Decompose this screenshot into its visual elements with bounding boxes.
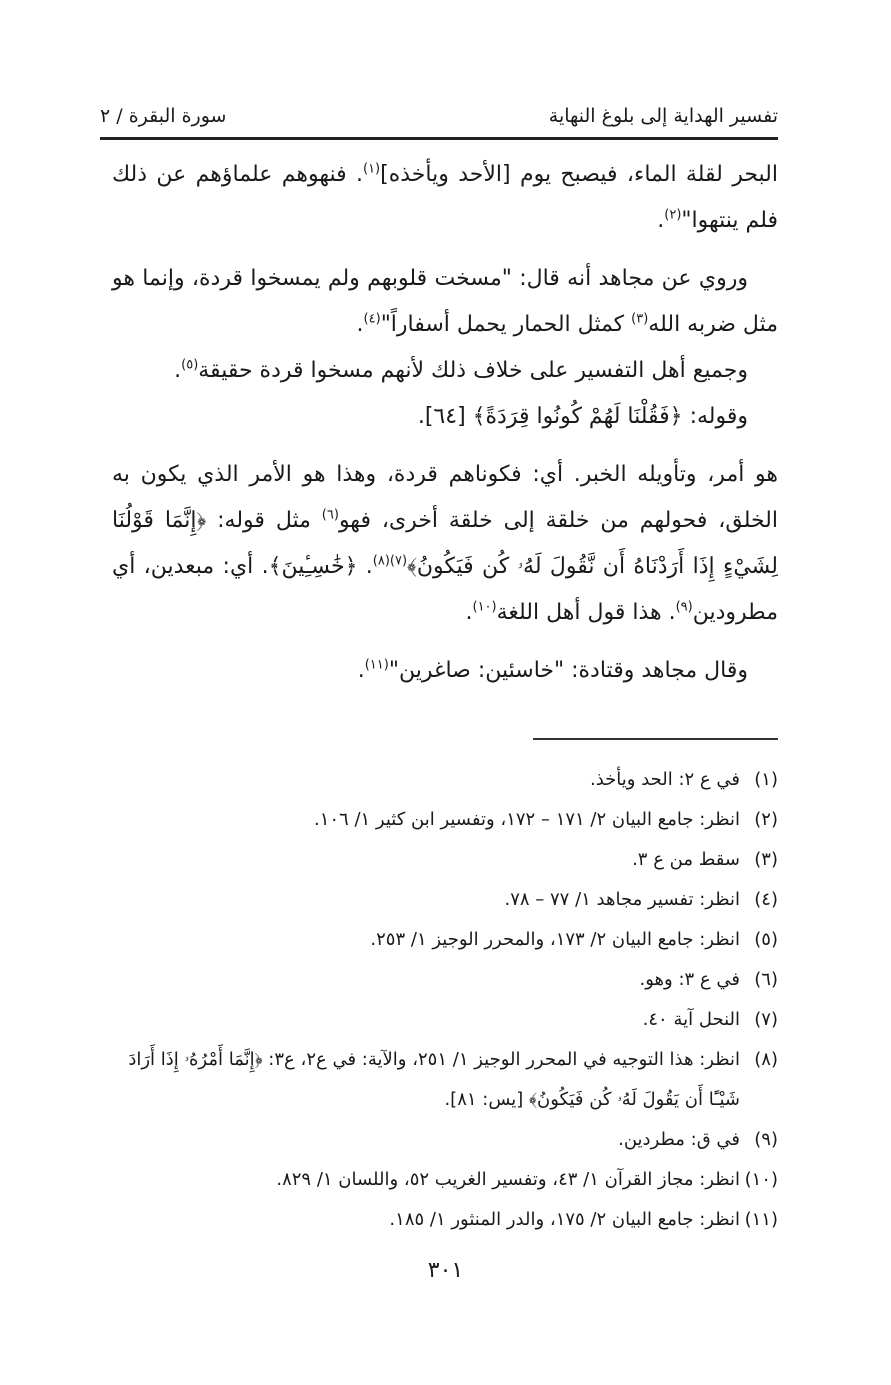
footnote-number: (٥): [754, 929, 778, 950]
paragraph-3-text: وجميع أهل التفسير على خلاف ذلك لأنهم مسخوا قردة حقيقة: [198, 358, 748, 383]
paragraph-5-text: هو أمر، وتأويله الخبر. أي: فكوناهم قردة، وهذا هو الأمر الذي يكون به الخلق، فحولهم من خلقة إلى خلقة أخرى، فهو: [112, 462, 779, 533]
footnotes-list: [108, 760, 778, 1240]
paragraph-4-lead: وقوله:: [682, 404, 748, 429]
footnote-number: (٦): [754, 969, 778, 990]
header-divider: [100, 137, 778, 140]
footnote-text: النحل آية ٤٠.: [642, 1009, 740, 1030]
paragraph-1: [112, 152, 778, 244]
footnote-item: [108, 1040, 778, 1120]
paragraph-1-text-c: .: [657, 208, 665, 233]
footnote-ref-3: (٣): [631, 311, 649, 327]
footnote-item: [108, 1120, 778, 1160]
footnote-text: في ق: مطردين.: [618, 1129, 740, 1150]
footnote-ref-11: (١١): [364, 657, 389, 673]
footnote-item: [108, 1160, 778, 1200]
page-number: ٣٠١: [427, 1258, 464, 1283]
quran-verse-2: ﴿إِنَّمَا قَوْلُنَا لِشَيْءٍ إِذَا أَرَدْنَاهُ أَن نَّقُولَ لَهُۥ كُن فَيَكُونُ﴾: [112, 508, 778, 579]
footnote-number: (٣): [754, 849, 778, 870]
paragraph-6: [112, 648, 778, 694]
quran-verse-1: ﴿فَقُلْنَا لَهُمْ كُونُوا قِرَدَةً﴾: [472, 404, 683, 429]
paragraph-5-text-b: مثل قوله:: [206, 508, 322, 533]
footnote-ref-10: (١٠): [472, 599, 497, 615]
footnote-ref-1: (١): [362, 161, 381, 177]
surah-label: سورة البقرة / ٢: [100, 105, 227, 127]
paragraph-1-text-b: . فنهوهم علماؤهم عن ذلك فلم ينتهوا": [112, 162, 778, 233]
footnote-number: (٢): [754, 809, 778, 830]
footnote-ref-6: (٦): [321, 507, 339, 523]
footnote-text: في ع ٣: وهو.: [639, 969, 740, 990]
footnote-divider: [533, 738, 778, 740]
footnote-item: [108, 760, 778, 800]
book-title: تفسير الهداية إلى بلوغ النهاية: [548, 105, 778, 127]
footnote-item: [108, 840, 778, 880]
paragraph-6-text: وقال مجاهد وقتادة: "خاسئين: صاغرين": [388, 658, 748, 683]
footnote-item: [108, 800, 778, 840]
footnote-ref-9: (٩): [675, 599, 693, 615]
paragraph-5-text-d: . أي: مبعدين، أي مطرودين: [112, 554, 778, 625]
paragraph-2: [112, 256, 778, 348]
paragraph-6-text-b: .: [357, 658, 365, 683]
paragraph-2-text-b: كمثل الحمار يحمل أسفاراً": [380, 312, 632, 337]
paragraph-4: [112, 394, 778, 440]
footnote-text: انظر: هذا التوجيه في المحرر الوجيز ١/ ٢٥١، والآية: في ع٢، ع٣: ﴿إِنَّمَا أَمْرُهُۥ إِذَا أَرَادَ شَيْـًٔا أَن يَقُولَ لَهُۥ كُن فَيَكُونُ﴾ [يس: ٨١].: [128, 1049, 740, 1110]
footnote-text: انظر: جامع البيان ٢/ ١٧٣، والمحرر الوجيز ١/ ٢٥٣.: [370, 929, 740, 950]
footnote-number: (٤): [754, 889, 778, 910]
paragraph-5-text-f: .: [465, 600, 473, 625]
footnote-ref-5: (٥): [181, 357, 199, 373]
paragraph-5-text-c: .: [357, 554, 373, 579]
paragraph-3-text-b: .: [174, 358, 182, 383]
footnote-number: (٨): [754, 1049, 778, 1070]
paragraph-5-text-e: . هذا قول أهل اللغة: [496, 600, 676, 625]
paragraph-2-text-c: .: [356, 312, 364, 337]
paragraph-2-text: وروي عن مجاهد أنه قال: "مسخت قلوبهم ولم يمسخوا قردة، وإنما هو مثل ضربه الله: [112, 266, 778, 337]
footnote-number: (١٠): [744, 1169, 778, 1190]
footnote-item: [108, 880, 778, 920]
running-header: [100, 98, 778, 134]
main-text: [112, 152, 778, 694]
paragraph-5: [112, 452, 778, 636]
footnote-text: انظر: جامع البيان ٢/ ١٧٥، والدر المنثور ١/ ١٨٥.: [389, 1209, 740, 1230]
footnote-number: (١): [754, 769, 778, 790]
paragraph-3: [112, 348, 778, 394]
paragraph-1-text: البحر لقلة الماء، فيصبح يوم [الأحد ويأخذه]: [380, 162, 778, 187]
footnote-ref-7-8: (٧)(٨): [372, 553, 408, 569]
footnote-text: انظر: جامع البيان ٢/ ١٧١ – ١٧٢، وتفسير ابن كثير ١/ ١٠٦.: [313, 809, 740, 830]
footnote-ref-2: (٢): [664, 207, 682, 223]
footnote-text: في ع ٢: الحد ويأخذ.: [589, 769, 740, 790]
footnote-item: [108, 920, 778, 960]
footnote-number: (٧): [754, 1009, 778, 1030]
footnote-item: [108, 960, 778, 1000]
footnote-item: [108, 1000, 778, 1040]
footnote-text: انظر: مجاز القرآن ١/ ٤٣، وتفسير الغريب ٥٢، واللسان ١/ ٨٢٩.: [276, 1169, 740, 1190]
footnote-ref-4: (٤): [363, 311, 381, 327]
footnote-item: [108, 1200, 778, 1240]
footnote-text: سقط من ع ٣.: [632, 849, 740, 870]
footnote-text: انظر: تفسير مجاهد ١/ ٧٧ – ٧٨.: [504, 889, 740, 910]
quran-word: ﴿خَٰسِـِٔينَ﴾: [268, 554, 358, 579]
footnote-number: (١١): [744, 1209, 778, 1230]
footnote-number: (٩): [754, 1129, 778, 1150]
verse-number: [٦٤].: [417, 404, 473, 429]
